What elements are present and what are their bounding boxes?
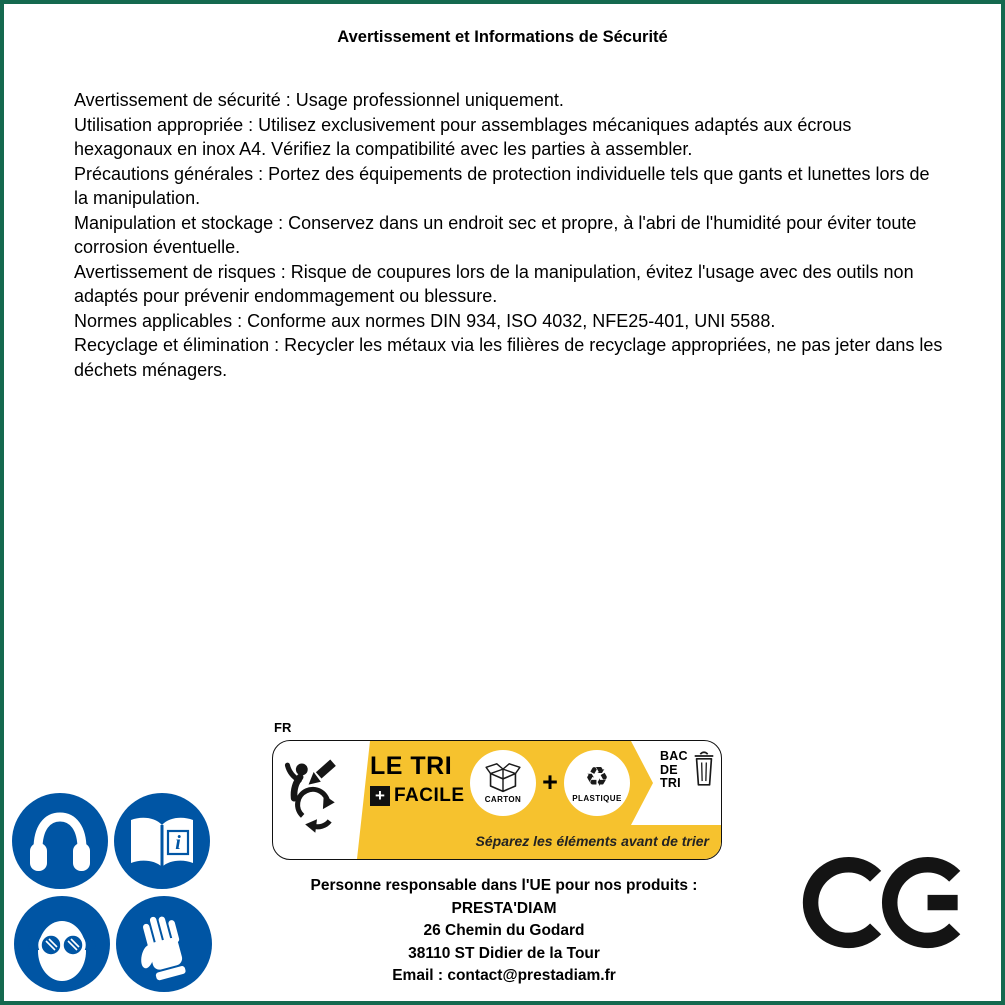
le-tri-label: LE TRI (370, 752, 453, 780)
contact-email: Email : contact@prestadiam.fr (392, 967, 616, 984)
wear-protective-gloves-icon (116, 896, 212, 992)
address-street: 26 Chemin du Godard (423, 922, 585, 939)
plus-badge: + (370, 786, 390, 806)
responsible-block (154, 875, 854, 988)
warnings-text (74, 88, 946, 382)
warning-paragraph: Avertissement de sécurité : Usage professionnel uniquement. (74, 90, 564, 110)
carton-label: CARTON (484, 795, 522, 804)
warning-paragraph: Avertissement de risques : Risque de coupures lors de la manipulation, évitez l'usage avec des outils non adaptés pour prévenir endommagement ou blessure. (74, 261, 914, 306)
warning-paragraph: Recyclage et élimination : Recycler les métaux via les filières de recyclage appropriées, ne pas jeter dans les déchets ménagers. (74, 335, 943, 380)
banner-tagline: Séparez les éléments avant de trier (475, 833, 709, 849)
address-city: 38110 ST Didier de la Tour (408, 944, 600, 962)
warning-paragraph: Utilisation appropriée : Utilisez exclusivement pour assemblages mécaniques adaptés aux écrous hexagonaux en inox A4. Vérifiez la compatibilité avec les parties à assembler. (74, 114, 852, 159)
company-name: PRESTA'DIAM (451, 899, 557, 917)
wear-eye-protection-icon (14, 896, 110, 992)
facile-label: FACILE (394, 785, 465, 806)
trash-bin-icon (691, 749, 717, 789)
fr-country-label: FR (274, 720, 292, 735)
facile-row (370, 785, 465, 807)
triman-icon (279, 754, 355, 844)
recycling-sorting-banner (272, 740, 722, 860)
warning-paragraph: Normes applicables : Conforme aux normes DIN 934, ISO 4032, NFE25-401, UNI 5588. (74, 310, 776, 331)
recycling-symbol-icon: ♻ (584, 762, 610, 793)
carton-bubble (470, 750, 536, 816)
plastique-bubble (564, 750, 630, 816)
warning-paragraph: Manipulation et stockage : Conservez dans un endroit sec et propre, à l'abri de l'humidité pour éviter toute corrosion éventuelle. (74, 212, 917, 257)
carton-box-icon (483, 762, 523, 794)
svg-text:i: i (175, 832, 181, 854)
plus-separator: + (542, 767, 558, 797)
page-title: Avertissement et Informations de Sécurité (337, 28, 668, 46)
ce-marking (802, 849, 974, 957)
bac-de-tri-label: BAC DE TRI (660, 749, 688, 790)
plastique-label: PLASTIQUE (572, 794, 622, 803)
read-instruction-manual-icon (114, 793, 210, 889)
responsible-intro: Personne responsable dans l'UE pour nos produits : (310, 877, 698, 894)
warning-paragraph: Précautions générales : Portez des équipements de protection individuelle tels que gants et lunettes lors de la manipulation. (74, 163, 930, 208)
wear-ear-protection-icon (12, 793, 108, 889)
